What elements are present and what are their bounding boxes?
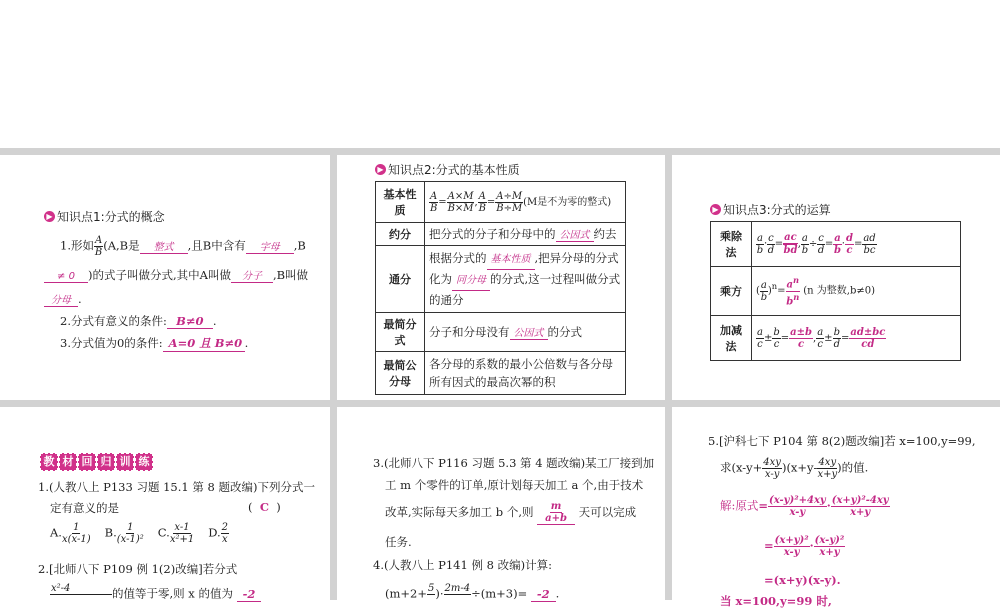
answer-not-zero: ≠ 0	[44, 271, 88, 283]
table-row: 最简分式 分子和分母没有 公因式 的分式	[376, 313, 626, 352]
kp1-q3: 3.分式值为0的条件: A=0 且 B≠0 .	[60, 336, 249, 350]
q1-options	[50, 522, 229, 545]
answer-numerator: 分子	[231, 267, 273, 283]
kp1-title: ▶ 知识点1:分式的概念	[44, 208, 165, 225]
q5-line2: 求(x-y+ $\frac{4xy}{x-y}$ )(x+y- $\frac{4xy}{x+y}$ )的值.	[720, 457, 869, 480]
vertical-separator-2	[665, 148, 672, 600]
q3-answer: $\frac{m}{a+b}$	[537, 501, 575, 525]
q3-line1: 3.(北师八下 P116 习题 5.3 第 4 题改编)某工厂接到加	[373, 456, 655, 470]
table-row	[711, 267, 961, 316]
kp1-panel	[0, 155, 330, 400]
table-row: 约分 把分式的分子和分母中的 公因式 约去	[376, 223, 626, 246]
multiply-divide-formula: $\frac{a}{b}$ · $\frac{c}{d}$ = $\frac{ac}{bd}$ , $\frac{a}{b}$ ÷ $\frac{c}{d}$ = $\frac{a}{b}$ · $\frac{d}{c}$ = $\frac{ad}{bc}$	[752, 222, 961, 267]
kp3-table	[710, 221, 961, 361]
kp1-line1: 1.形如 $\frac{A}{B}$ (A,B是 整式 ,且B中含有 字母 ,B	[60, 235, 306, 258]
right-panel	[672, 407, 1000, 608]
q4-line1: 4.(人教八上 P141 例 8 改编)计算:	[373, 558, 552, 572]
row-header-basic-property: 基本性质	[376, 182, 425, 223]
option-b[interactable]: B. $\frac{1}{\text{(x-1)²}}$	[104, 522, 144, 545]
q3-line3: 改革,实际每天多加工 b 个,则 $\frac{m}{a+b}$ 天可以完成	[385, 501, 637, 524]
answer-meaningful: B≠0	[167, 314, 213, 329]
power-formula: ( $\frac{a}{b}$ )$^n$= $\frac{a^n}{b^n}$ (n 为整数,b≠0)	[752, 267, 961, 316]
q1-line2: 定有意义的是	[50, 501, 119, 515]
kp3-title: ▶ 知识点3:分式的运算	[710, 201, 831, 218]
q2-line2: x²-4 的值等于零,则 x 的值为 -2	[50, 583, 261, 606]
q1-line1: 1.(人教八上 P133 习题 15.1 第 8 题改编)下列分式一	[38, 480, 315, 494]
kp1-line2: ≠ 0 )的式子叫做分式,其中A叫做 分子 ,B叫做	[44, 267, 308, 283]
table-row	[711, 222, 961, 267]
table-row: 通分 根据分式的 基本性质 ,把异分母的分式化为 同分母 的分式,这一过程叫做分式的通分	[376, 246, 626, 313]
solution-line1: 解:原式= $\frac{\text{(x-y)²+4xy}}{x-y}$ · $\frac{\text{(x+y)²-4xy}}{x+y}$	[720, 495, 889, 518]
vertical-separator-1	[330, 148, 337, 600]
q4-answer: -2	[531, 587, 556, 602]
answer-letter: 字母	[246, 238, 294, 254]
q1-answer: ( C )	[248, 500, 281, 514]
option-d[interactable]: D. $\frac{2}{x}$	[208, 522, 229, 545]
table-row: 最简公分母 各分母的系数的最小公倍数与各分母所有因式的最高次幂的积	[376, 352, 626, 395]
basic-property-formula: $\frac{A}{B}$ = $\frac{A\times M}{B\times M}$ , $\frac{A}{B}$ = $\frac{A\div M}{B\div M}$ (M是不为零的整式)	[425, 182, 626, 223]
mid-panel	[337, 407, 665, 600]
play-icon: ▶	[375, 164, 386, 175]
q2-answer: -2	[237, 587, 262, 602]
option-a[interactable]: A. $\frac{1}{x(x-1)}$	[50, 522, 91, 545]
row-header-simplest: 最简分式	[376, 313, 425, 352]
q2-line1: 2.[北师八下 P109 例 1(2)改编]若分式	[38, 562, 238, 576]
table-row	[711, 316, 961, 361]
row-header-common-denominator: 通分	[376, 246, 425, 313]
kp2-table	[375, 181, 626, 395]
row-header-lcd: 最简公分母	[376, 352, 425, 395]
a-over-b-fraction: $\frac{A}{B}$	[94, 235, 103, 258]
kp2-panel	[337, 155, 665, 400]
q3-line4: 任务.	[385, 535, 412, 549]
solution-line3: =(x+y)(x-y).	[764, 573, 841, 587]
play-icon: ▶	[710, 204, 721, 215]
top-separator	[0, 148, 1000, 155]
solution-line4: 当 x=100,y=99 时,	[720, 594, 832, 608]
answer-zero-value: A=0 且 B≠0	[163, 335, 245, 352]
row-header-power: 乘方	[711, 267, 752, 316]
row-header-add-subtract: 加减法	[711, 316, 752, 361]
add-subtract-formula: $\frac{a}{c}$ ± $\frac{b}{c}$ = $\frac{a\pm b}{c}$ , $\frac{a}{c}$ ± $\frac{b}{d}$ = $\frac{ad\pm bc}{cd}$	[752, 316, 961, 361]
answer-denominator: 分母	[44, 291, 78, 307]
training-panel	[0, 407, 330, 600]
q3-line2: 工 m 个零件的订单,原计划每天加工 a 个,由于技术	[385, 478, 644, 492]
solution-line2: = $\frac{\text{(x+y)²}}{x-y}$ · $\frac{\text{(x-y)²}}{x+y}$	[764, 535, 845, 558]
row-header-reduce: 约分	[376, 223, 425, 246]
training-badge: 教 材 回 归 训 练	[40, 453, 153, 471]
play-icon: ▶	[44, 211, 55, 222]
kp1-line3: 分母 .	[44, 291, 82, 307]
q5-line1: 5.[沪科七下 P104 第 8(2)题改编]若 x=100,y=99,	[708, 434, 976, 448]
option-c[interactable]: C. $\frac{x-1}{\text{x²+1}}$	[157, 522, 195, 545]
row-header-multiply-divide: 乘除法	[711, 222, 752, 267]
middle-separator	[0, 400, 1000, 407]
answer-polynomial: 整式	[140, 238, 188, 254]
kp2-title: ▶ 知识点2:分式的基本性质	[375, 161, 520, 178]
table-row	[376, 182, 626, 223]
q4-expr: (m+2+ 5 )· 2m-4 ÷(m+3)= -2 .	[385, 583, 560, 601]
kp3-panel	[672, 155, 1000, 400]
kp1-q2: 2.分式有意义的条件: B≠0 .	[60, 314, 217, 328]
